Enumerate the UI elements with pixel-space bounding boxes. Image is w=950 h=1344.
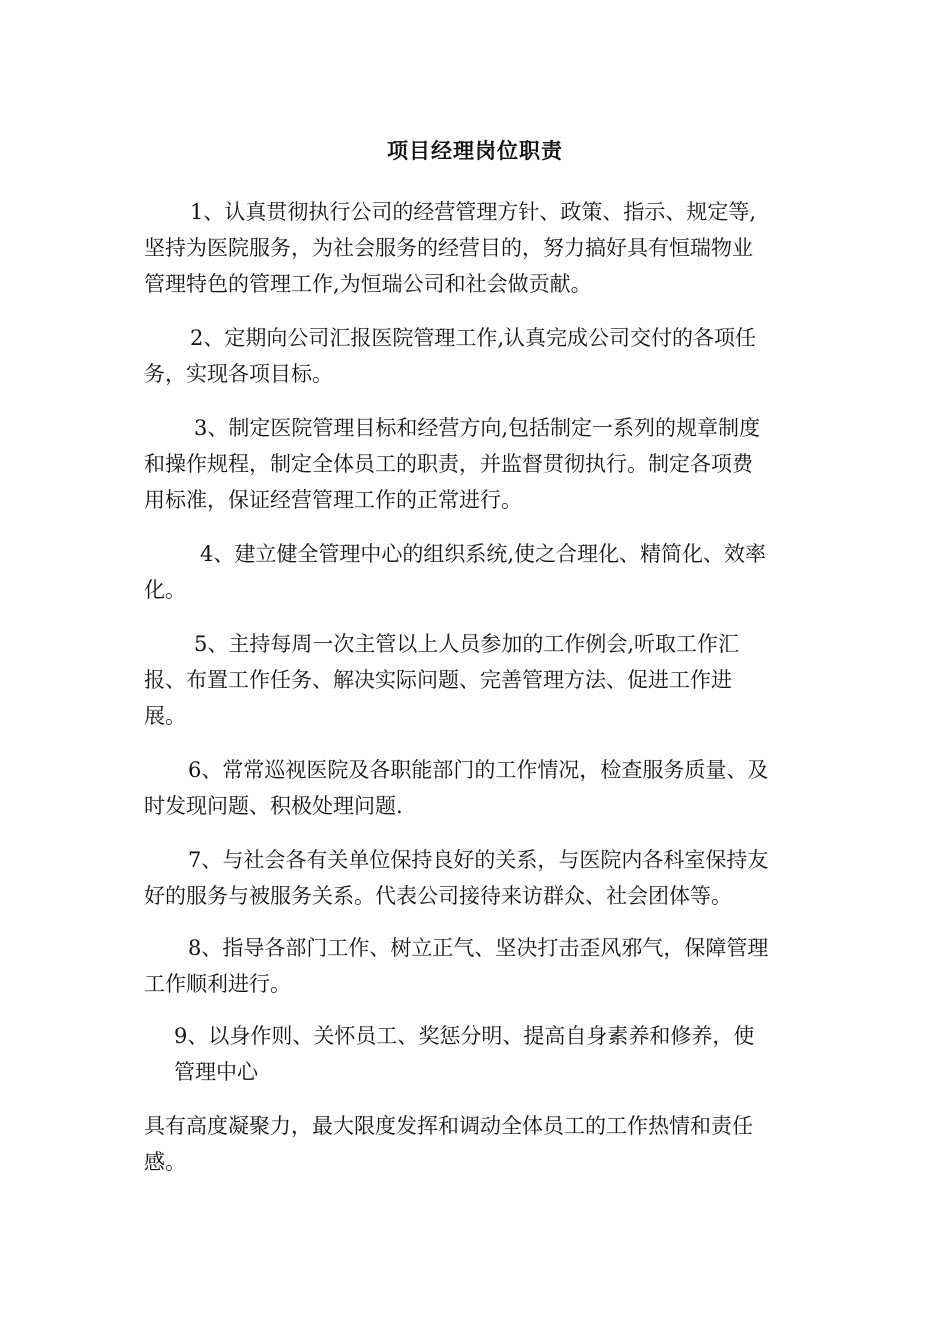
paragraph-line: 展。 xyxy=(144,704,186,728)
paragraph-line: 6、常常巡视医院及各职能部门的工作情况，检查服务质量、及 xyxy=(188,758,769,782)
paragraph-line: 3、制定医院管理目标和经营方向,包括制定一系列的规章制度 xyxy=(194,416,761,440)
paragraph-line: 务，实现各项目标。 xyxy=(144,362,333,386)
paragraph-7 xyxy=(144,842,808,914)
paragraph-1 xyxy=(144,194,808,302)
paragraph-line: 化。 xyxy=(144,578,186,602)
paragraph-line: 管理特色的管理工作,为恒瑞公司和社会做贡献。 xyxy=(144,272,592,296)
paragraph-line: 工作顺利进行。 xyxy=(144,972,291,996)
paragraph-line: 管理中心 xyxy=(174,1060,258,1084)
paragraph-line: 具有高度凝聚力，最大限度发挥和调动全体员工的工作热情和责任 xyxy=(144,1114,753,1138)
paragraph-line: 报、布置工作任务、解决实际问题、完善管理方法、促进工作进 xyxy=(144,668,732,692)
paragraph-line: 感。 xyxy=(144,1150,186,1174)
paragraph-5 xyxy=(144,626,808,734)
paragraph-line: 7、与社会各有关单位保持良好的关系，与医院内各科室保持友 xyxy=(188,848,769,872)
paragraph-10 xyxy=(144,1108,808,1180)
paragraph-line: 9、以身作则、关怀员工、奖惩分明、提高自身素养和修养，使 xyxy=(174,1024,755,1048)
paragraph-9 xyxy=(144,1018,808,1090)
paragraph-line: 时发现问题、积极处理问题. xyxy=(144,794,403,818)
paragraph-line: 1、认真贯彻执行公司的经营管理方针、政策、指示、规定等, xyxy=(190,200,757,224)
paragraph-3 xyxy=(144,410,808,518)
paragraph-8 xyxy=(144,930,808,1002)
paragraph-line: 2、定期向公司汇报医院管理工作,认真完成公司交付的各项任 xyxy=(190,326,757,350)
paragraph-line: 5、主持每周一次主管以上人员参加的工作例会,听取工作汇 xyxy=(194,632,740,656)
paragraph-line: 4、建立健全管理中心的组织系统,使之合理化、精简化、效率 xyxy=(200,542,767,566)
document-title: 项目经理岗位职责 xyxy=(387,138,563,163)
paragraph-2 xyxy=(144,320,808,392)
paragraph-6 xyxy=(144,752,808,824)
paragraph-line: 和操作规程，制定全体员工的职责，并监督贯彻执行。制定各项费 xyxy=(144,452,753,476)
paragraph-line: 坚持为医院服务，为社会服务的经营目的，努力搞好具有恒瑞物业 xyxy=(144,236,753,260)
paragraph-line: 好的服务与被服务关系。代表公司接待来访群众、社会团体等。 xyxy=(144,884,732,908)
paragraph-4 xyxy=(144,536,808,608)
paragraph-line: 用标准，保证经营管理工作的正常进行。 xyxy=(144,488,522,512)
paragraph-line: 8、指导各部门工作、树立正气、坚决打击歪风邪气，保障管理 xyxy=(188,936,769,960)
